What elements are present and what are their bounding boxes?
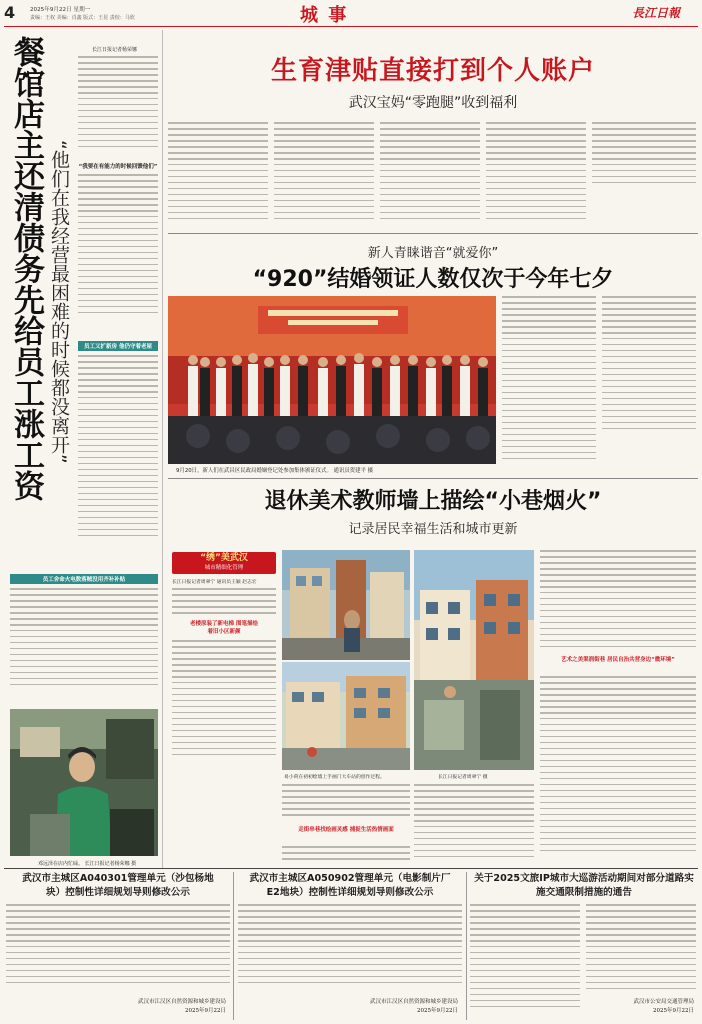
mural-photo-painting (282, 550, 410, 660)
mural-photo2-caption: 长江日报记者周翠宁 摄 (438, 775, 488, 780)
section-title: 城 事 (300, 5, 349, 26)
mural-col-1b (172, 640, 276, 760)
mural-story-subhead: 记录居民幸福生活和城市更新 (348, 522, 518, 537)
middle-story-headline: “920”结婚领证人数仅次于今年七夕 (252, 267, 614, 292)
middle-story-kicker: 新人青睐谐音“就爱你” (367, 246, 499, 261)
notice-1-signoff: 武汉市江汉区自然资源和城乡建设局 (137, 999, 226, 1005)
top-story-headline: 生育津贴直接打到个人账户 (270, 56, 595, 86)
left-story-body-3 (78, 355, 158, 567)
left-story-subhead: “他们在我经营最困难的时候都没离开” (48, 140, 70, 464)
notice-1 (6, 872, 230, 1020)
mural-badge-sub: 城市精细化管理 (204, 565, 244, 571)
notice-3-date: 2025年9月22日 (653, 1008, 694, 1014)
editor-line: 责编：王权 美编：肖鑫 版式：王昆 责校：马欣 (30, 15, 135, 21)
notice-divider-2 (466, 872, 467, 1020)
wedding-ceremony-photo (168, 296, 496, 464)
top-story-col-5 (592, 122, 696, 228)
notice-3-body-right (586, 904, 696, 994)
mural-story-headline: 退休美术教师墙上描绘“小巷烟火” (264, 489, 602, 514)
top-story-col-1 (168, 122, 268, 228)
mural-badge (172, 552, 276, 574)
mural-photo-street (282, 662, 410, 770)
notice-2-signoff: 武汉市江汉区自然资源和城乡建设局 (369, 999, 458, 1005)
mural-badge-text: “绣”美武汉 (200, 553, 248, 563)
notice-3 (470, 872, 698, 1020)
top-story-rule (168, 233, 698, 234)
middle-story-col-2 (602, 296, 696, 470)
page-number: 4 (4, 3, 16, 22)
notice-3-signoff: 武汉市公安局交通管理局 (633, 999, 694, 1005)
left-story-headline: 餐馆店主还清债务先给员工涨工资 (8, 36, 44, 501)
notice-1-date: 2025年9月22日 (185, 1008, 226, 1014)
middle-photo-caption: 9月20日，新人们在武昌区民政局婚姻登记处参加集体颁证仪式。 通讯员贺建平 摄 (176, 468, 373, 474)
restaurant-owner-photo (10, 709, 158, 856)
mural-byline: 长江日报记者周翠宁 通讯员王颖 赵志宏 (172, 580, 257, 585)
notice-2-date: 2025年9月22日 (417, 1008, 458, 1014)
left-column-divider (162, 30, 163, 868)
middle-story-col-1 (502, 296, 596, 470)
notice-3-title: 关于2025文旅IP城市大巡游活动期间对部分道路实施交通限制措施的通告 (474, 873, 694, 898)
mural-section1-head: 老楼原装了新电梯 围笔描绘着旧小区新颜 (190, 621, 258, 635)
notice-2-title: 武汉市主城区A050902管理单元（电影制片厂E2地块）控制性详细规划导则修改公示 (249, 873, 451, 898)
masthead-rule (4, 26, 698, 27)
notice-1-body (6, 904, 230, 990)
mural-col-4b (540, 676, 696, 862)
top-story-col-3 (380, 122, 480, 228)
notice-2-body (238, 904, 462, 990)
mural-col-4a (540, 550, 696, 652)
left-section2-head: 员工又扩新房 他仍守着老屋 (78, 341, 158, 351)
left-story-body-4 (10, 588, 158, 706)
left-section3-head: 员工舍命火电数落贼没用齐补补贴 (10, 574, 158, 584)
notice-divider-1 (233, 872, 234, 1020)
paper-name-logo: 長江日報 (632, 6, 681, 20)
left-story-body-2 (78, 174, 158, 338)
left-story-byline: 长江日报记者杨荣娜 (92, 47, 138, 53)
mural-col-2 (282, 784, 410, 822)
top-story-col-2 (274, 122, 374, 228)
date-line: 2025年9月22日 星期一 (30, 7, 91, 13)
mural-photo1-caption: 易小荷在初初绘墙上手画门大车站的创作过程。 (284, 775, 385, 780)
left-section1-head: “我要在有能力的时候回馈他们” (78, 164, 158, 170)
mural-section3-head: 艺术之美渠润街巷 居民自治共营身边“微环境” (561, 657, 675, 663)
mural-col-2b (282, 846, 410, 862)
left-photo-caption: 邓远泽在店内忙碌。 长江日报记者杨荣娜 摄 (38, 861, 137, 867)
top-story-subhead: 武汉宝妈“零跑腿”收到福利 (348, 95, 518, 111)
mural-col-3 (414, 784, 534, 862)
middle-story-rule (168, 478, 698, 479)
notice-2 (238, 872, 462, 1020)
mural-col-1a (172, 588, 276, 618)
top-story-col-4 (486, 122, 586, 228)
mural-section2-head: 走街串巷找绘画灵感 捕捉生活热情画面 (298, 827, 394, 833)
left-story-body-1 (78, 56, 158, 160)
mural-photo-wall (414, 550, 534, 770)
masthead (0, 0, 702, 28)
notice-1-title: 武汉市主城区A040301管理单元（沙包杨地块）控制性详细规划导则修改公示 (22, 873, 214, 898)
notices-top-rule (4, 868, 698, 869)
notice-3-body-left (470, 904, 580, 1014)
